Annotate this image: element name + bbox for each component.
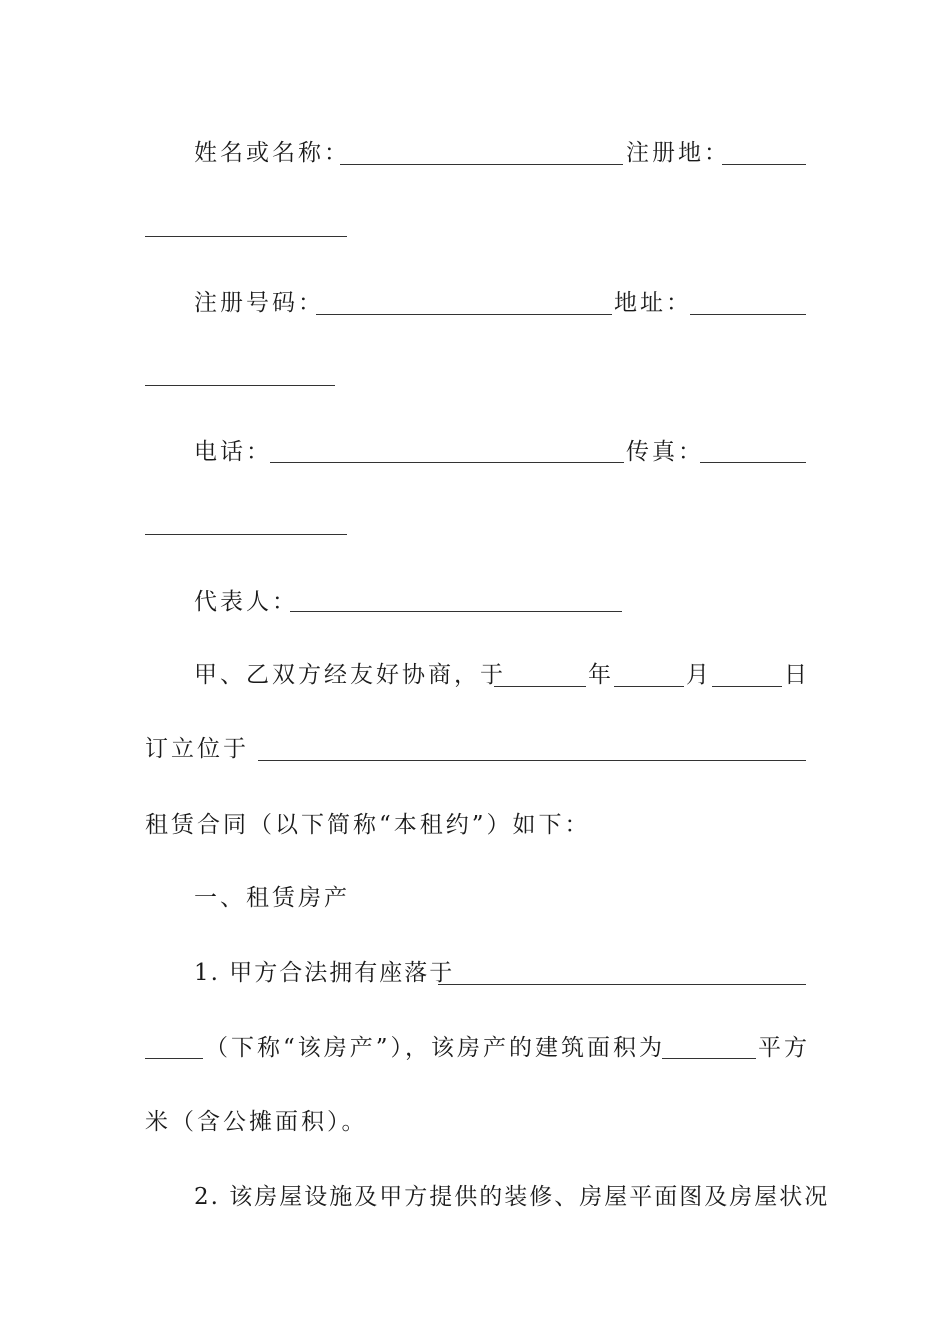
month-blank [614,686,684,687]
day-blank [712,686,782,687]
item1-text: 1. 甲方合法拥有座落于 [194,960,455,986]
reg-no-label: 注册号码： [194,290,324,316]
fax-blank [700,462,806,463]
item1-unit-note: 米（含公摊面积）。 [145,1109,368,1135]
agreement-intro: 甲、乙双方经友好协商，于 [194,662,506,688]
address-label: 地址： [614,290,692,316]
reg-no-blank [316,314,612,315]
reg-place-label: 注册地： [626,140,730,166]
name-blank [340,164,623,165]
property-location-blank-cont [145,1058,203,1059]
year-blank [494,686,586,687]
area-unit: 平方 [758,1035,810,1061]
representative-label: 代表人： [194,589,298,615]
year-label: 年 [588,662,614,688]
phone-label: 电话： [194,439,272,465]
property-location-blank [438,984,806,985]
day-label: 日 [784,662,810,688]
item2-text: 2. 该房屋设施及甲方提供的装修、房屋平面图及房屋状况 [194,1184,830,1210]
location-blank [258,760,806,761]
fax-blank-cont [145,534,347,535]
fax-label: 传真： [626,439,704,465]
representative-blank [290,611,622,612]
reg-place-blank-cont [145,236,347,237]
month-label: 月 [686,662,712,688]
address-blank-cont [145,385,335,386]
sign-at-label: 订立位于 [145,736,249,762]
area-blank [662,1058,756,1059]
name-label: 姓名或名称： [194,140,350,166]
reg-place-blank [722,164,806,165]
item1-area-text: （下称“该房产”），该房产的建筑面积为 [205,1035,666,1061]
section-heading: 一、租赁房产 [194,885,350,911]
address-blank [690,314,806,315]
phone-blank [270,462,624,463]
lease-reference: 租赁合同（以下简称“本租约”）如下： [145,812,591,838]
